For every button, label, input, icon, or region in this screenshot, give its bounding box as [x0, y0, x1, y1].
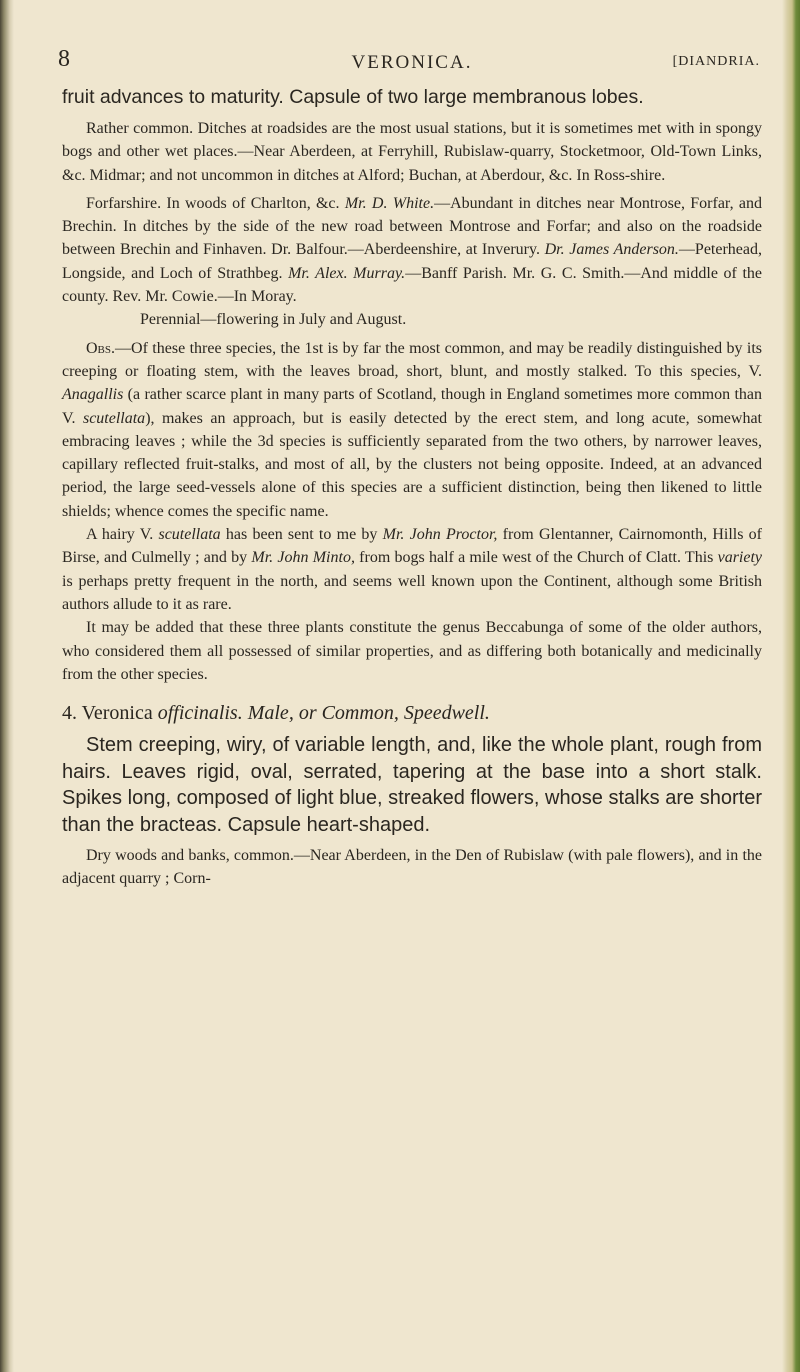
- author-proctor: Mr. John Proctor,: [382, 526, 498, 544]
- page-header: [58, 44, 762, 84]
- final-habitat-paragraph: Dry woods and banks, common.—Near Aberdeen, in the Den of Rubislaw (with pale flowers), and in the adjacent quarry ; Corn-: [62, 847, 762, 888]
- page-number: 8: [58, 46, 70, 72]
- book-page: [58, 44, 763, 896]
- term-variety: variety: [717, 549, 763, 567]
- obs-text: —Of these three species, the 1st is by far the most common, and may be readily distinguished by its creeping or floating stem, with the leaves broad, short, blunt, and mostly stalked. To this species, V.: [62, 339, 762, 380]
- species-description: Stem creeping, wiry, of variable length, and, like the whole plant, rough from hairs. Leaves rigid, oval, serrated, tapering at the base into a short stalk. Spikes long, composed of light blue, streaked flowers, whose stalks are shorter than the bracteas. Capsule heart-shaped.: [62, 734, 762, 836]
- section-mark: [DIANDRIA.: [672, 54, 760, 69]
- obs-text: ), makes an approach, but is easily detected by the erect stem, and long acute, somewhat embracing leaves ; while the 3d species is sufficiently separated from the two others, by narrower leaves, capillary reflected fruit-stalks, and most of all, by the clusters not being opposite. Indeed, at an advanced period, the large seed-vessels alone of this species are a sufficient distinction, being then likened to little shields; whence comes the specific name.: [62, 409, 762, 520]
- hairy-text: has been sent to me by: [220, 526, 383, 544]
- species-heading: [62, 698, 762, 728]
- running-head: VERONICA.: [351, 52, 473, 73]
- species-common-name: Male, or Common, Speedwell.: [242, 702, 490, 725]
- hairy-text: from bogs half a mile west of the Church of Clatt. This: [354, 549, 718, 567]
- author-minto: Mr. John Minto,: [251, 549, 355, 567]
- localities-text: —Peterhead, Longside, and Loch of Strathbeg.: [62, 241, 762, 282]
- beccabunga-paragraph: It may be added that these three plants constitute the genus Beccabunga of some of the older authors, who considered them all possessed of similar properties, and as differing both botanically and medicinally from the other species.: [62, 619, 762, 683]
- localities-paragraph: [62, 192, 762, 308]
- obs-text: (a rather scarce plant in many parts of Scotland, though in England sometimes more common than V.: [62, 386, 762, 427]
- flowering-note: Perennial—flowering in July and August.: [140, 311, 407, 329]
- species-genus: Veronica: [81, 702, 158, 725]
- author-anderson: Dr. James Anderson.: [544, 241, 679, 259]
- localities-text: —Abundant in ditches near Montrose, Forfar, and Brechin. In ditches by the side of the new road between Montrose and Forfar; and also on the roadside between Brechin and Finhaven. Dr. Balfour.—Aberdeenshire, at Inverury.: [62, 194, 763, 259]
- lead-text: fruit advances to maturity. Capsule of two large membranous lobes.: [62, 86, 644, 108]
- species-number: 4.: [62, 702, 82, 725]
- page-gutter-left: [0, 0, 14, 1372]
- species-epithet: officinalis.: [157, 702, 243, 725]
- hairy-variety-paragraph: [62, 523, 762, 616]
- obs-paragraph: [62, 337, 762, 523]
- page-edge-right: [782, 0, 800, 1372]
- hairy-text: from Glentanner, Cairnomonth, Hills of Birse, and Culmelly ; and by: [62, 526, 763, 567]
- species-scutellata: scutellata: [82, 409, 146, 427]
- localities-text: Forfarshire. In woods of Charlton, &c.: [86, 194, 345, 212]
- hairy-text: is perhaps pretty frequent in the north, and seems well known upon the Continent, although some British authors allude to it as rare.: [62, 572, 762, 613]
- author-murray: Mr. Alex. Murray.: [288, 264, 406, 282]
- localities-text: —Banff Parish. Mr. G. C. Smith.—And middle of the county. Rev. Mr. Cowie.—In Moray.: [62, 264, 763, 306]
- species-scutellata: scutellata: [158, 526, 221, 544]
- habitat-paragraph: Rather common. Ditches at roadsides are the most usual stations, but it is sometimes met with in spongy bogs and other wet places.—Near Aberdeen, at Ferryhill, Rubislaw-quarry, Stocketmoor, Old-Town Links, &c. Midmar; and not uncommon in ditches at Alford; Buchan, at Aberdour, &c. In Ross-shire.: [62, 120, 762, 184]
- hairy-text: A hairy V.: [86, 526, 159, 544]
- species-anagallis: Anagallis: [62, 386, 124, 404]
- obs-label: Obs.: [86, 339, 116, 357]
- author-white: Mr. D. White.: [344, 194, 435, 212]
